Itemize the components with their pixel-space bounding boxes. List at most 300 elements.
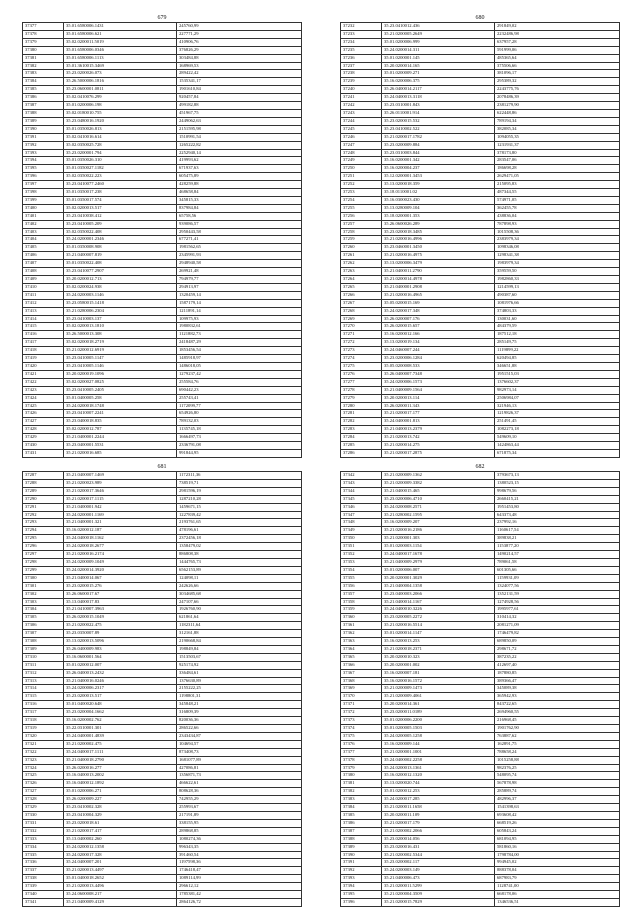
table-row [341, 299, 620, 307]
cadastral-value-cell: 2383979,34 [495, 236, 620, 244]
row-number-cell: 37359 [341, 606, 382, 614]
row-number-cell: 37266 [341, 291, 382, 299]
row-number-cell: 37363 [341, 638, 382, 646]
cadastral-number-cell: 35.23.0400018.835 [64, 418, 177, 426]
row-number-cell: 37373 [341, 717, 382, 725]
cadastral-value-cell: 1951453,80 [495, 503, 620, 511]
row-number-cell: 37243 [341, 109, 382, 117]
cadastral-number-cell: 35.01.0200005.1503 [382, 725, 495, 733]
row-number-cell: 37238 [341, 70, 382, 78]
cadastral-number-cell: 35.23.0200018.61 [64, 819, 177, 827]
table-row [23, 479, 302, 487]
cadastral-value-cell: 1160617,54 [495, 527, 620, 535]
row-number-cell: 37389 [23, 117, 64, 125]
cadastral-number-cell: 35.01.0350017.238 [64, 189, 177, 197]
cadastral-number-cell: 35.24.0200018.2677 [64, 543, 177, 551]
table-row [341, 558, 620, 566]
cadastral-number-cell: 35.23.0200005.2272 [382, 614, 495, 622]
row-number-cell: 37323 [23, 756, 64, 764]
row-number-cell: 37309 [23, 645, 64, 653]
cadastral-value-cell: 186698,28 [495, 165, 620, 173]
row-number-cell: 37422 [23, 378, 64, 386]
row-number-cell: 37383 [23, 70, 64, 78]
cadastral-value-cell: 671875,34 [495, 449, 620, 457]
table-row [23, 772, 302, 780]
cadastral-value-cell: 1356871,73 [177, 772, 302, 780]
row-number-cell: 37317 [23, 709, 64, 717]
table-row [341, 434, 620, 442]
cadastral-number-cell: 35.16.0200006.375 [382, 78, 495, 86]
row-number-cell: 37420 [23, 362, 64, 370]
table-row [23, 402, 302, 410]
row-number-cell: 37409 [23, 276, 64, 284]
table-row [23, 898, 302, 906]
table-row [23, 661, 302, 669]
row-number-cell: 37351 [341, 543, 382, 551]
cadastral-value-cell: 1486018,05 [177, 362, 302, 370]
cadastral-number-cell: 35.21.0200013.742 [382, 434, 495, 442]
table-row [23, 165, 302, 173]
row-number-cell: 37380 [341, 772, 382, 780]
table-row [23, 260, 302, 268]
cadastral-number-cell: 35.24.0400017.1111 [64, 748, 177, 756]
table-row [23, 574, 302, 582]
table-row [23, 732, 302, 740]
row-number-cell: 37391 [341, 859, 382, 867]
cadastral-number-cell: 35.13.0200018.359 [382, 181, 495, 189]
cadastral-number-cell: 35.21.0200016.685 [64, 449, 177, 457]
cadastral-value-cell: 2345991,93 [177, 252, 302, 260]
cadastral-number-cell: 35.01.0350027.1182 [64, 165, 177, 173]
cadastral-number-cell: 35.26.0200016.277 [64, 764, 177, 772]
table-row [23, 355, 302, 363]
row-number-cell: 37304 [23, 606, 64, 614]
row-number-cell: 37286 [341, 449, 382, 457]
cadastral-number-cell: 35.16.0600001.564 [64, 653, 177, 661]
cadastral-number-cell: 35.21.0400014.067 [64, 574, 177, 582]
cadastral-value-cell: 381096,17 [495, 70, 620, 78]
cadastral-value-cell: 382085,34 [495, 125, 620, 133]
cadastral-value-cell: 1182311,64 [177, 622, 302, 630]
row-number-cell: 37393 [23, 149, 64, 157]
row-number-cell: 37271 [341, 331, 382, 339]
table-row [341, 418, 620, 426]
cadastral-number-cell: 35.21.0200012.6919 [64, 347, 177, 355]
parcel-table [22, 471, 302, 907]
table-row [341, 355, 620, 363]
cadastral-number-cell: 35.21.0200013.4497 [64, 867, 177, 875]
row-number-cell: 37295 [23, 535, 64, 543]
row-number-cell: 37392 [341, 867, 382, 875]
cadastral-value-cell: 1980832,61 [177, 323, 302, 331]
row-number-cell: 37321 [23, 740, 64, 748]
cadastral-number-cell: 35.02.0200018.2719 [64, 339, 177, 347]
row-number-cell: 37292 [23, 511, 64, 519]
parcel-table [22, 22, 302, 458]
cadastral-value-cell: 1287210,28 [177, 495, 302, 503]
cadastral-number-cell: 35.23.0200016.431 [382, 843, 495, 851]
cadastral-number-cell: 35.21.0200015.7829 [382, 898, 495, 906]
cadastral-value-cell: 671937,63 [177, 165, 302, 173]
table-row [341, 543, 620, 551]
cadastral-value-cell: 289422,42 [177, 70, 302, 78]
cadastral-value-cell: 387235,22 [495, 653, 620, 661]
table-row [23, 370, 302, 378]
table-row [341, 495, 620, 503]
cadastral-number-cell: 35.02.0200024.938 [64, 283, 177, 291]
cadastral-value-cell: 478196,61 [177, 527, 302, 535]
cadastral-value-cell: 2232486,98 [495, 30, 620, 38]
row-number-cell: 37365 [341, 653, 382, 661]
row-number-cell: 37336 [23, 859, 64, 867]
cadastral-value-cell: 939086,57 [177, 220, 302, 228]
table-row [341, 669, 620, 677]
row-number-cell: 37282 [341, 418, 382, 426]
table-row [23, 54, 302, 62]
row-number-cell: 37344 [341, 487, 382, 495]
cadastral-value-cell: 668519,26 [495, 819, 620, 827]
row-number-cell: 37288 [23, 479, 64, 487]
row-number-cell: 37387 [23, 102, 64, 110]
row-number-cell: 37308 [23, 638, 64, 646]
table-row [23, 299, 302, 307]
cadastral-number-cell: 35.23.0400001.5531 [64, 442, 177, 450]
row-number-cell: 37357 [341, 590, 382, 598]
row-number-cell: 37421 [23, 370, 64, 378]
cadastral-number-cell: 35.21.0200016.2186 [382, 527, 495, 535]
row-number-cell: 37312 [23, 669, 64, 677]
cadastral-value-cell: 336484,61 [177, 669, 302, 677]
cadastral-number-cell: 35.02.0200013.1810 [64, 323, 177, 331]
row-number-cell: 37306 [23, 622, 64, 630]
cadastral-number-cell: 35.24.0400002.2258 [382, 756, 495, 764]
cadastral-value-cell: 2506984,07 [495, 394, 620, 402]
cadastral-number-cell: 35.13.0400017.83 [64, 598, 177, 606]
cadastral-number-cell: 35.24.0400001.813 [382, 418, 495, 426]
cadastral-number-cell: 35.16.0200009.144 [382, 740, 495, 748]
row-number-cell: 37240 [341, 86, 382, 94]
cadastral-value-cell: 2694960,55 [495, 709, 620, 717]
cadastral-value-cell: 789061,58 [495, 558, 620, 566]
cadastral-number-cell: 35.21.0200017.177 [382, 410, 495, 418]
cadastral-value-cell: 1358479,02 [177, 543, 302, 551]
cadastral-value-cell: 982376,25 [495, 764, 620, 772]
row-number-cell: 37332 [23, 827, 64, 835]
cadastral-value-cell: 2336791,08 [177, 442, 302, 450]
table-row [23, 725, 302, 733]
table-row [23, 551, 302, 559]
table-row [341, 780, 620, 788]
cadastral-number-cell: 35.23.0200015.532 [382, 117, 495, 125]
cadastral-value-cell: 794979,77 [177, 276, 302, 284]
row-number-cell: 37237 [341, 62, 382, 70]
row-number-cell: 37382 [23, 62, 64, 70]
cadastral-number-cell: 35.24.0200012.1358 [64, 843, 177, 851]
table-row [341, 339, 620, 347]
cadastral-value-cell: 1172099,77 [177, 402, 302, 410]
row-number-cell: 37245 [341, 125, 382, 133]
cadastral-number-cell: 35.23.0410077.2907 [64, 268, 177, 276]
row-number-cell: 37270 [341, 323, 382, 331]
cadastral-number-cell: 35.16.0300023.430 [382, 196, 495, 204]
cadastral-value-cell: 581860,16 [495, 843, 620, 851]
cadastral-value-cell: 742955,29 [177, 796, 302, 804]
cadastral-value-cell: 1982860,33 [495, 276, 620, 284]
table-row [341, 347, 620, 355]
cadastral-value-cell: 1320459,14 [177, 291, 302, 299]
row-number-cell: 37412 [23, 299, 64, 307]
table-row [23, 362, 302, 370]
row-number-cell: 37374 [341, 725, 382, 733]
row-number-cell: 37370 [341, 693, 382, 701]
cadastral-value-cell: 389838,21 [495, 535, 620, 543]
cadastral-value-cell: 294913,97 [177, 283, 302, 291]
table-row [23, 867, 302, 875]
cadastral-number-cell: 35.23.0410005.2405 [64, 386, 177, 394]
cadastral-value-cell: 820036,36 [177, 717, 302, 725]
cadastral-number-cell: 35.01.3610015.3469 [64, 62, 177, 70]
cadastral-number-cell: 35.21.0400011.2790 [382, 268, 495, 276]
cadastral-number-cell: 35.21.0200011.5299 [382, 883, 495, 891]
table-row [341, 189, 620, 197]
cadastral-value-cell: 484379,59 [495, 323, 620, 331]
row-number-cell: 37377 [23, 23, 64, 31]
table-row [23, 527, 302, 535]
row-number-cell: 37279 [341, 394, 382, 402]
cadastral-number-cell: 35.26.0110001.914 [382, 109, 495, 117]
cadastral-number-cell: 35.13.0200020.744 [382, 780, 495, 788]
table-row [23, 669, 302, 677]
cadastral-value-cell: 109975,93 [177, 315, 302, 323]
cadastral-number-cell: 35.21.0400001.2244 [64, 434, 177, 442]
cadastral-value-cell: 1279237,42 [177, 370, 302, 378]
page-number: 682 [475, 464, 485, 470]
row-number-cell: 37276 [341, 370, 382, 378]
cadastral-value-cell: 321946,13 [495, 402, 620, 410]
table-row [341, 38, 620, 46]
table-row [341, 883, 620, 891]
cadastral-number-cell: 35.01.0200012.007 [64, 661, 177, 669]
row-number-cell: 37415 [23, 323, 64, 331]
cadastral-number-cell: 35.24.0200005.1258 [382, 732, 495, 740]
row-number-cell: 37418 [23, 347, 64, 355]
row-number-cell: 37364 [341, 645, 382, 653]
table-row [23, 677, 302, 685]
cadastral-value-cell: 1119899,22 [495, 347, 620, 355]
cadastral-number-cell: 35.22.0310001.301 [64, 725, 177, 733]
cadastral-value-cell: 925174,92 [177, 661, 302, 669]
row-number-cell: 37399 [23, 196, 64, 204]
cadastral-number-cell: 35.23.0200026.073 [64, 70, 177, 78]
table-row [23, 46, 302, 54]
table-row [341, 212, 620, 220]
cadastral-value-cell: 567878,98 [495, 780, 620, 788]
row-number-cell: 37426 [23, 410, 64, 418]
cadastral-value-cell: 187512,18 [495, 331, 620, 339]
cadastral-value-cell: 605843,24 [495, 827, 620, 835]
cadastral-value-cell: 1785381,42 [177, 891, 302, 899]
table-row [341, 756, 620, 764]
cadastral-value-cell: 438836,04 [495, 212, 620, 220]
cadastral-number-cell: 35.16.0400013.2002 [64, 772, 177, 780]
row-number-cell: 37368 [341, 677, 382, 685]
cadastral-value-cell: 359559,50 [495, 268, 620, 276]
table-row [341, 410, 620, 418]
table-row [23, 386, 302, 394]
cadastral-number-cell: 35.16.0200012.187 [64, 527, 177, 535]
table-row [341, 843, 620, 851]
row-number-cell: 37296 [23, 543, 64, 551]
cadastral-number-cell: 35.21.0200009.3382 [382, 479, 495, 487]
cadastral-number-cell: 35.16.0200009.207 [382, 519, 495, 527]
cadastral-value-cell: 310414,32 [495, 614, 620, 622]
row-number-cell: 37358 [341, 598, 382, 606]
cadastral-number-cell: 35.01.0200006.2200 [382, 717, 495, 725]
row-number-cell: 37428 [23, 426, 64, 434]
cadastral-value-cell: 2243775,76 [495, 86, 620, 94]
table-row [23, 268, 302, 276]
cadastral-number-cell: 35.26.0600026.289 [382, 220, 495, 228]
row-number-cell: 37299 [23, 566, 64, 574]
row-number-cell: 37307 [23, 630, 64, 638]
cadastral-number-cell: 35.13.0200006.3479 [382, 260, 495, 268]
cadastral-number-cell: 35.21.0200022.475 [64, 622, 177, 630]
row-number-cell: 37346 [341, 503, 382, 511]
cadastral-value-cell: 2343434,87 [177, 732, 302, 740]
table-row [23, 598, 302, 606]
row-number-cell: 37400 [23, 204, 64, 212]
table-row [341, 236, 620, 244]
cadastral-number-cell: 35.21.0400007.819 [64, 252, 177, 260]
cadastral-value-cell: 1324077,56 [495, 582, 620, 590]
table-row [23, 38, 302, 46]
table-row [23, 212, 302, 220]
cadastral-value-cell: 605475,89 [177, 173, 302, 181]
table-row [23, 133, 302, 141]
table-row [23, 102, 302, 110]
cadastral-value-cell: 2864126,72 [177, 898, 302, 906]
cadastral-number-cell: 35.24.0200017.348 [382, 307, 495, 315]
cadastral-number-cell: 35.01.0350008.908 [64, 244, 177, 252]
cadastral-number-cell: 35.26.0600017.67 [64, 590, 177, 598]
cadastral-number-cell: 35.26.0400009.983 [64, 645, 177, 653]
cadastral-value-cell: 1746479,82 [495, 630, 620, 638]
table-row [341, 196, 620, 204]
cadastral-number-cell: 35.23.0410004.329 [64, 811, 177, 819]
row-number-cell: 37328 [23, 796, 64, 804]
cadastral-number-cell: 35.01.6580006.1113 [64, 54, 177, 62]
table-row [341, 527, 620, 535]
cadastral-number-cell: 35.01.0200001.145 [382, 54, 495, 62]
cadastral-value-cell: 124098,11 [177, 574, 302, 582]
cadastral-number-cell: 35.23.0600001.0811 [64, 86, 177, 94]
cadastral-number-cell: 35.24.0200001.1169 [64, 511, 177, 519]
table-row [23, 519, 302, 527]
cadastral-value-cell: 1080274,36 [177, 835, 302, 843]
row-number-cell: 37259 [341, 236, 382, 244]
table-row [23, 875, 302, 883]
cadastral-number-cell: 35.01.0200014.1147 [382, 630, 495, 638]
cadastral-value-cell: 548095,74 [495, 772, 620, 780]
cadastral-value-cell: 1015258,88 [495, 756, 620, 764]
cadastral-number-cell: 35.21.0200016.5514 [382, 622, 495, 630]
cadastral-number-cell: 35.01.0400020.648 [64, 701, 177, 709]
page-679 [22, 14, 302, 458]
row-number-cell: 37379 [341, 764, 382, 772]
cadastral-value-cell: 789194,34 [495, 117, 620, 125]
cadastral-value-cell: 283547,06 [495, 157, 620, 165]
cadastral-number-cell: 35.24.0200014.311 [382, 46, 495, 54]
row-number-cell: 37347 [341, 511, 382, 519]
cadastral-number-cell: 35.21.0400001.2908 [382, 283, 495, 291]
row-number-cell: 37313 [23, 677, 64, 685]
cadastral-number-cell: 35.02.0350022.408 [64, 228, 177, 236]
table-row [23, 859, 302, 867]
cadastral-value-cell: 1135745,18 [177, 426, 302, 434]
cadastral-value-cell: 428259,88 [177, 181, 302, 189]
row-number-cell: 37382 [341, 788, 382, 796]
cadastral-number-cell: 35.23.0410005.209 [64, 220, 177, 228]
table-row [23, 62, 302, 70]
cadastral-value-cell: 451967,75 [177, 109, 302, 117]
row-number-cell: 37248 [341, 149, 382, 157]
cadastral-value-cell: 1901610,84 [177, 86, 302, 94]
table-row [341, 503, 620, 511]
cadastral-value-cell: 162891,75 [495, 740, 620, 748]
table-row [341, 796, 620, 804]
row-number-cell: 37272 [341, 339, 382, 347]
table-row [23, 796, 302, 804]
row-number-cell: 37345 [341, 495, 382, 503]
row-number-cell: 37324 [23, 764, 64, 772]
table-row [23, 23, 302, 31]
table-row [23, 252, 302, 260]
cadastral-value-cell: 637957,28 [495, 38, 620, 46]
table-row [341, 23, 620, 31]
cadastral-number-cell: 35.21.0200014.275 [382, 442, 495, 450]
cadastral-value-cell: 2629471,05 [495, 173, 620, 181]
table-row [23, 426, 302, 434]
cadastral-number-cell: 35.02.0200012.787 [64, 426, 177, 434]
table-row [23, 204, 302, 212]
cadastral-number-cell: 35.20.0200012.713 [64, 276, 177, 284]
table-row [341, 693, 620, 701]
row-number-cell: 37280 [341, 402, 382, 410]
cadastral-value-cell: 687983,79 [495, 875, 620, 883]
cadastral-value-cell: 763887,62 [495, 732, 620, 740]
table-row [23, 70, 302, 78]
cadastral-number-cell: 35.01.0400005.258 [64, 394, 177, 402]
cadastral-value-cell: 1153877,20 [495, 543, 620, 551]
table-row [23, 125, 302, 133]
table-row [23, 418, 302, 426]
table-row [341, 590, 620, 598]
row-number-cell: 37398 [23, 189, 64, 197]
cadastral-number-cell: 35.02.0200013.517 [64, 204, 177, 212]
cadastral-value-cell: 255993,67 [177, 804, 302, 812]
cadastral-value-cell: 346651,88 [495, 362, 620, 370]
cadastral-value-cell: 1901762,90 [495, 725, 620, 733]
cadastral-value-cell: 255584,76 [177, 378, 302, 386]
cadastral-number-cell: 35.01.0350022.408 [64, 260, 177, 268]
table-row [341, 472, 620, 480]
row-number-cell: 37427 [23, 418, 64, 426]
row-number-cell: 37303 [23, 598, 64, 606]
table-row [341, 732, 620, 740]
cadastral-number-cell: 35.02.0180010.755 [64, 109, 177, 117]
table-row [341, 78, 620, 86]
cadastral-value-cell: 468658,84 [177, 189, 302, 197]
